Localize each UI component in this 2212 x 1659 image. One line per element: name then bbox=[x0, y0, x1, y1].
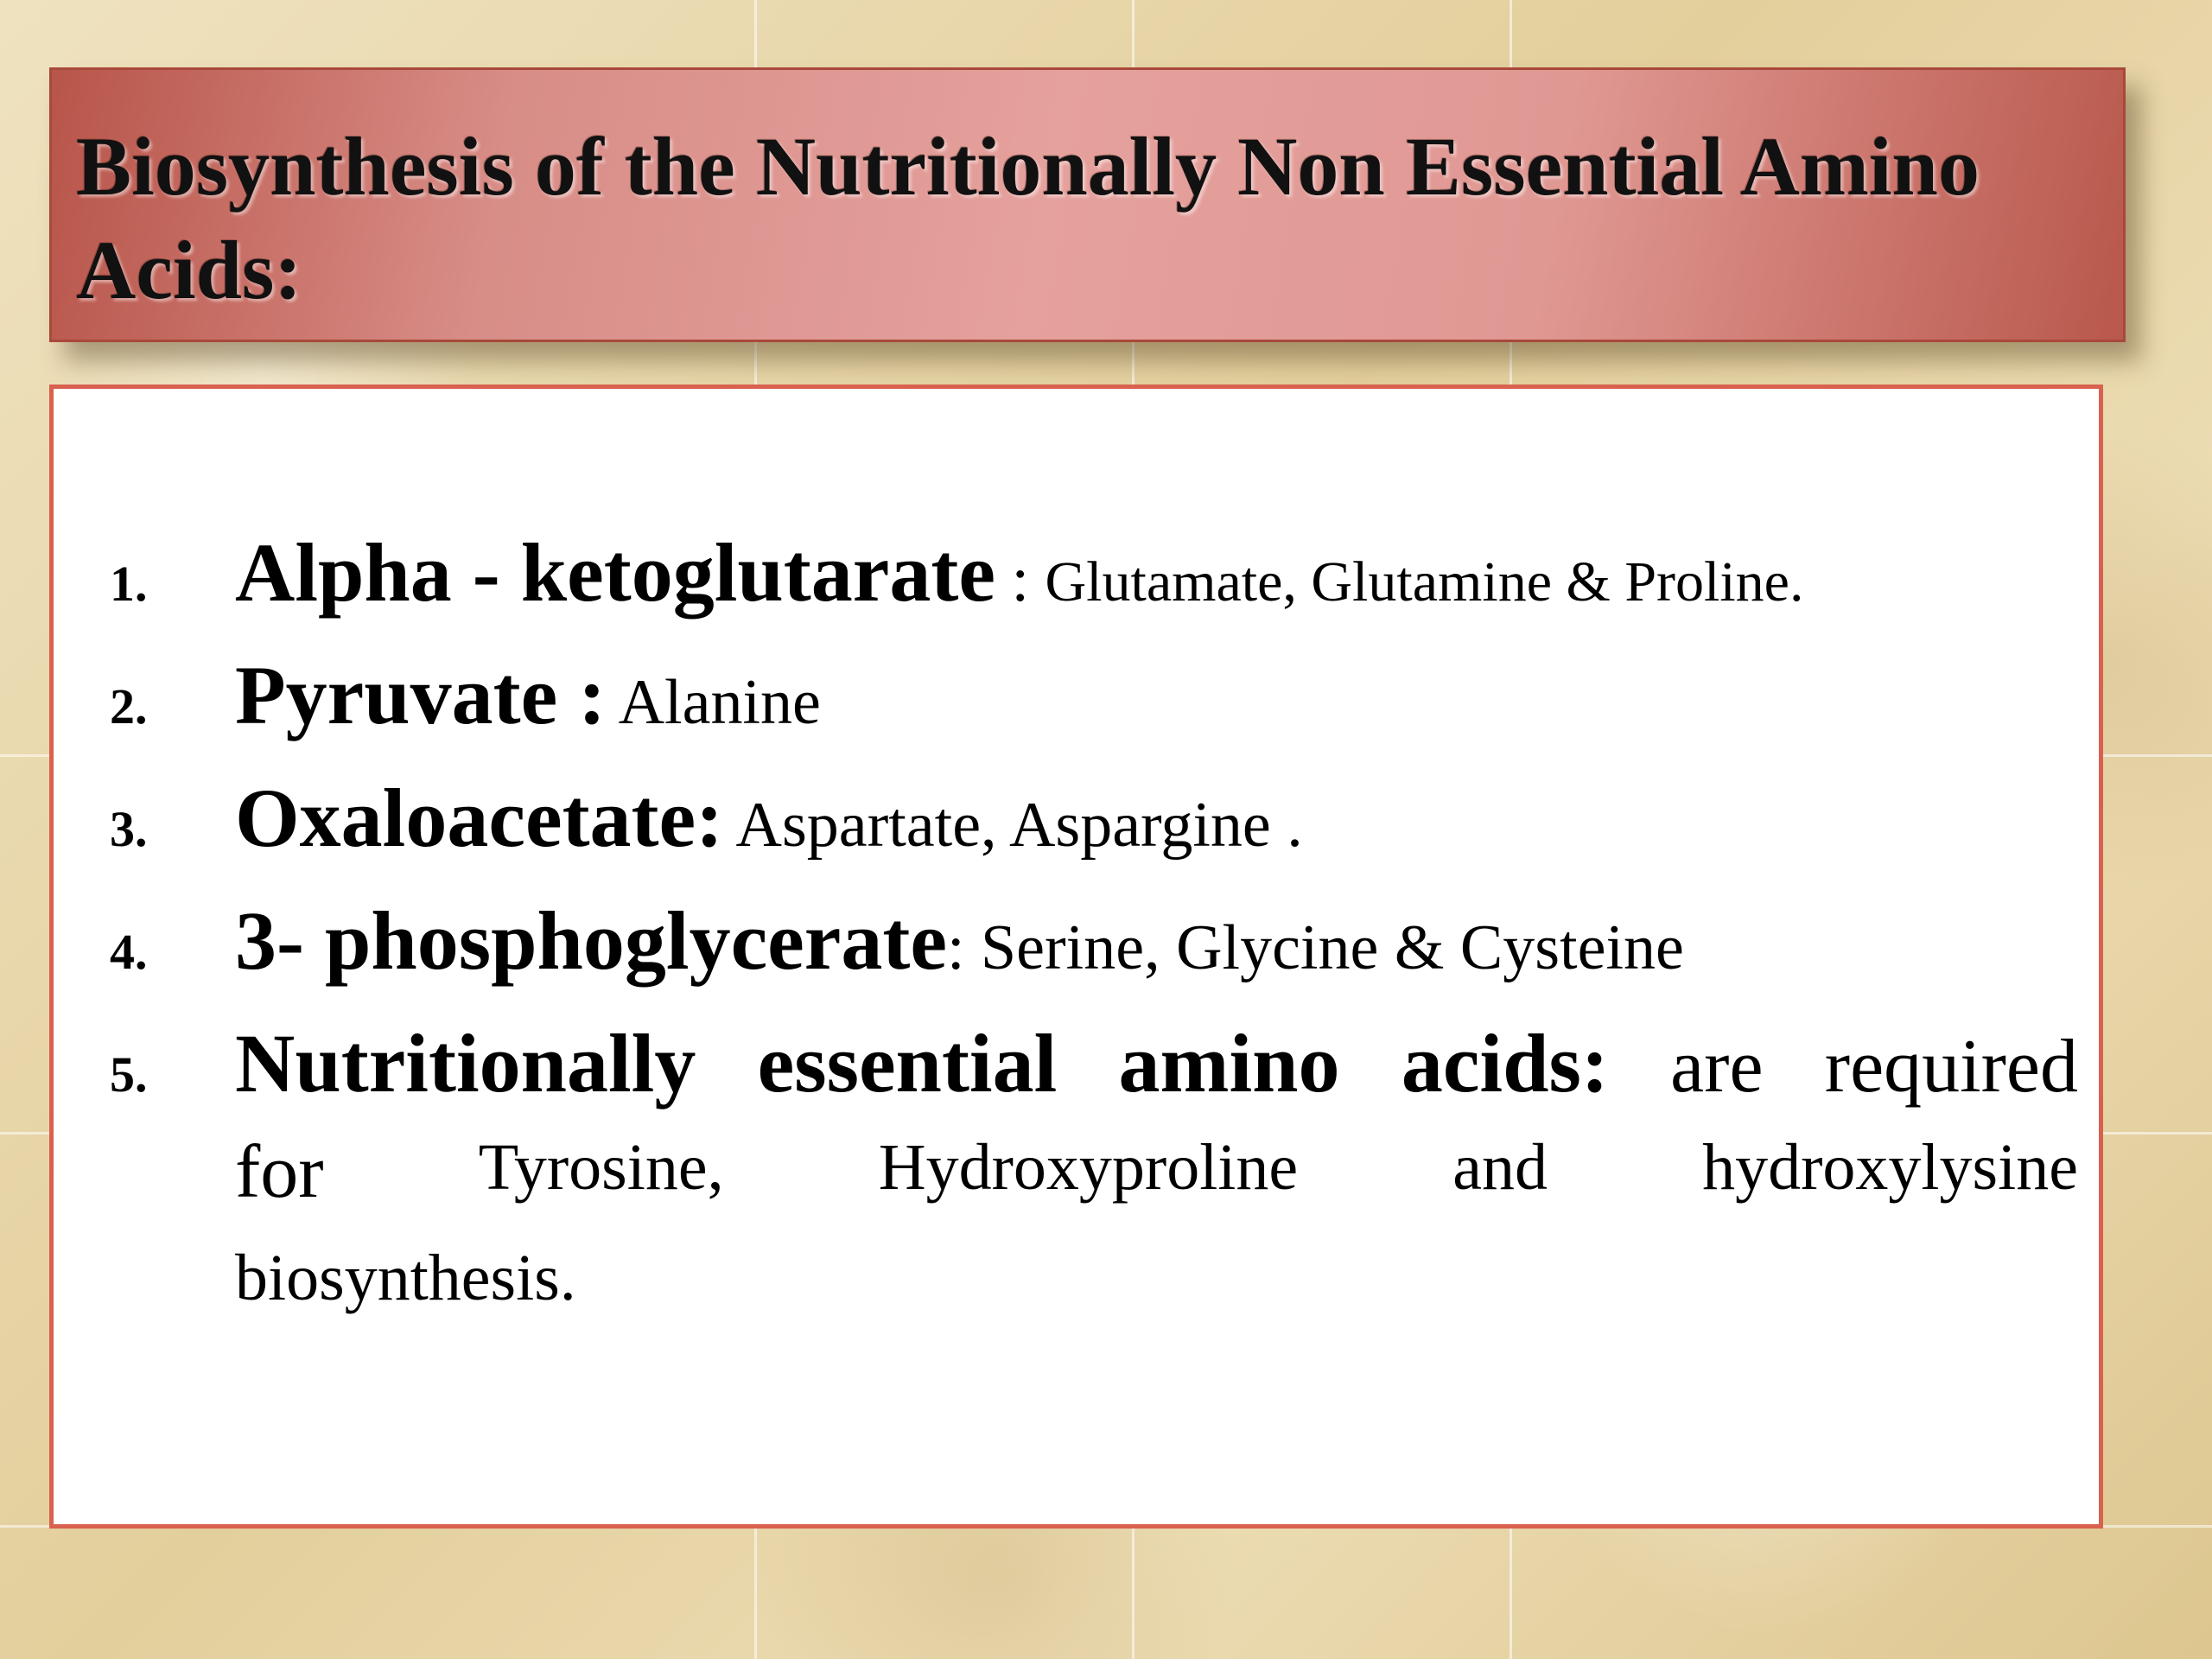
item-term: Oxaloacetate: bbox=[235, 772, 724, 864]
item-line bbox=[235, 1130, 2078, 1214]
item-term-word: essential bbox=[757, 1017, 1058, 1109]
item-text: Aspartate, Aspargine . bbox=[735, 790, 1303, 861]
item-text-word: hydroxylysine bbox=[1702, 1131, 2078, 1204]
item-text: biosynthesis. bbox=[235, 1242, 576, 1314]
item-separator: : bbox=[946, 912, 982, 983]
item-term-word: amino bbox=[1118, 1017, 1340, 1109]
item-text-word: Tyrosine, bbox=[478, 1131, 724, 1204]
item-term: Pyruvate : bbox=[235, 649, 607, 741]
item-line bbox=[235, 526, 1804, 619]
item-text-word: and bbox=[1452, 1131, 1548, 1204]
title-banner bbox=[49, 67, 2126, 342]
item-number: 4. bbox=[110, 924, 148, 980]
item-text-word: are bbox=[1670, 1025, 1764, 1109]
content-box bbox=[49, 385, 2103, 1529]
item-term: 3- phosphoglycerate bbox=[235, 894, 947, 987]
item-separator bbox=[606, 667, 618, 738]
item-number: 2. bbox=[110, 678, 148, 734]
item-line bbox=[235, 1017, 2078, 1109]
item-term: Alpha - ketoglutarate bbox=[235, 526, 995, 619]
item-text-word: Hydroxyproline bbox=[878, 1131, 1299, 1204]
item-line bbox=[235, 649, 821, 741]
item-term-word: Nutritionally bbox=[235, 1017, 696, 1109]
item-number: 5. bbox=[110, 1046, 148, 1103]
item-separator bbox=[723, 790, 735, 861]
item-line bbox=[235, 772, 1303, 864]
item-text-word: required bbox=[1824, 1025, 2078, 1109]
item-line bbox=[235, 1242, 576, 1314]
item-text: Serine, Glycine & Cysteine bbox=[981, 912, 1684, 983]
item-text: Alanine bbox=[618, 667, 821, 738]
item-line bbox=[235, 894, 1684, 987]
item-number: 1. bbox=[110, 556, 148, 612]
slide-title: Biosynthesis of the Nutritionally Non Essential Amino Acids: bbox=[76, 120, 1980, 316]
item-text-word: for bbox=[235, 1130, 324, 1214]
item-separator: : bbox=[995, 544, 1046, 615]
item-number: 3. bbox=[110, 801, 148, 857]
item-term-word: acids: bbox=[1401, 1017, 1609, 1109]
item-text: Glutamate, Glutamine & Proline. bbox=[1045, 550, 1804, 613]
